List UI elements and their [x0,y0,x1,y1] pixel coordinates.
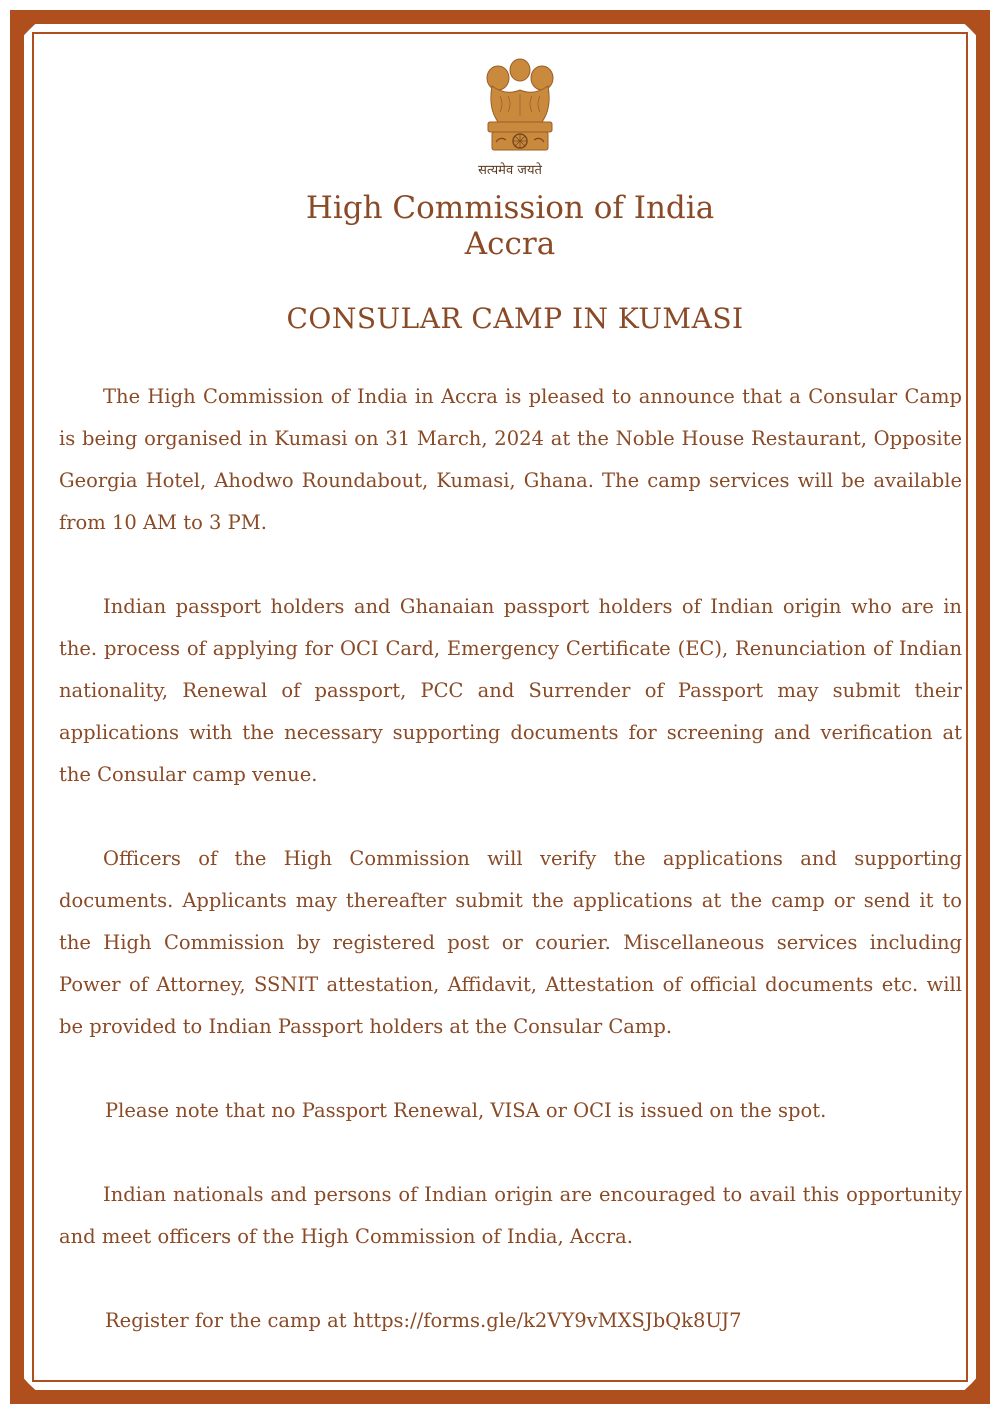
paragraph-registration: Register for the camp at https://forms.gle/k2VY9vMXSJbQk8UJ7 [105,1309,742,1332]
paragraph-announcement: The High Commission of India in Accra is pleased to announce that a Consular Camp is being organised in Kumasi on 31 March, 2024 at the Noble House Restaurant, Opposite Georgia Hotel, Ahodwo Roundabout, Kumasi, Ghana. The camp services will be available from 10 AM to 3 PM. [59,385,962,534]
document-title: CONSULAR CAMP IN KUMASI [286,302,744,335]
ashoka-lion-emblem-icon [478,56,562,162]
corner-ornament-bottom-left [14,1366,48,1400]
paragraph-encouragement: Indian nationals and persons of Indian origin are encouraged to avail this opportunity and meet officers of the High Commission of India, Accra. [59,1183,962,1248]
national-motto: सत्यमेव जयते [478,163,542,178]
paragraph-note: Please note that no Passport Renewal, VISA or OCI is issued on the spot. [105,1099,827,1122]
corner-ornament-top-right [952,14,986,48]
notice-body [59,376,962,1342]
paragraph-eligibility: Indian passport holders and Ghanaian passport holders of Indian origin who are in the. process of applying for OCI Card, Emergency Certificate (EC), Renunciation of Indian nationality, Renewal of passport, PCC and Surrender of Passport may submit their applications with the necessary supporting documents for screening and verification at the Consular camp venue. [59,595,962,786]
corner-ornament-top-left [14,14,48,48]
paragraph-verification: Officers of the High Commission will verify the applications and supporting documents. Applicants may thereafter submit the applications at the camp or send it to the High Commission by registered post or courier. Miscellaneous services including Power of Attorney, SSNIT attestation, Affidavit, Attestation of official documents etc. will be provided to Indian Passport holders at the Consular Camp. [59,847,962,1038]
organization-name: High Commission of India [305,190,715,226]
corner-ornament-bottom-right [952,1366,986,1400]
organization-city: Accra [464,226,556,262]
